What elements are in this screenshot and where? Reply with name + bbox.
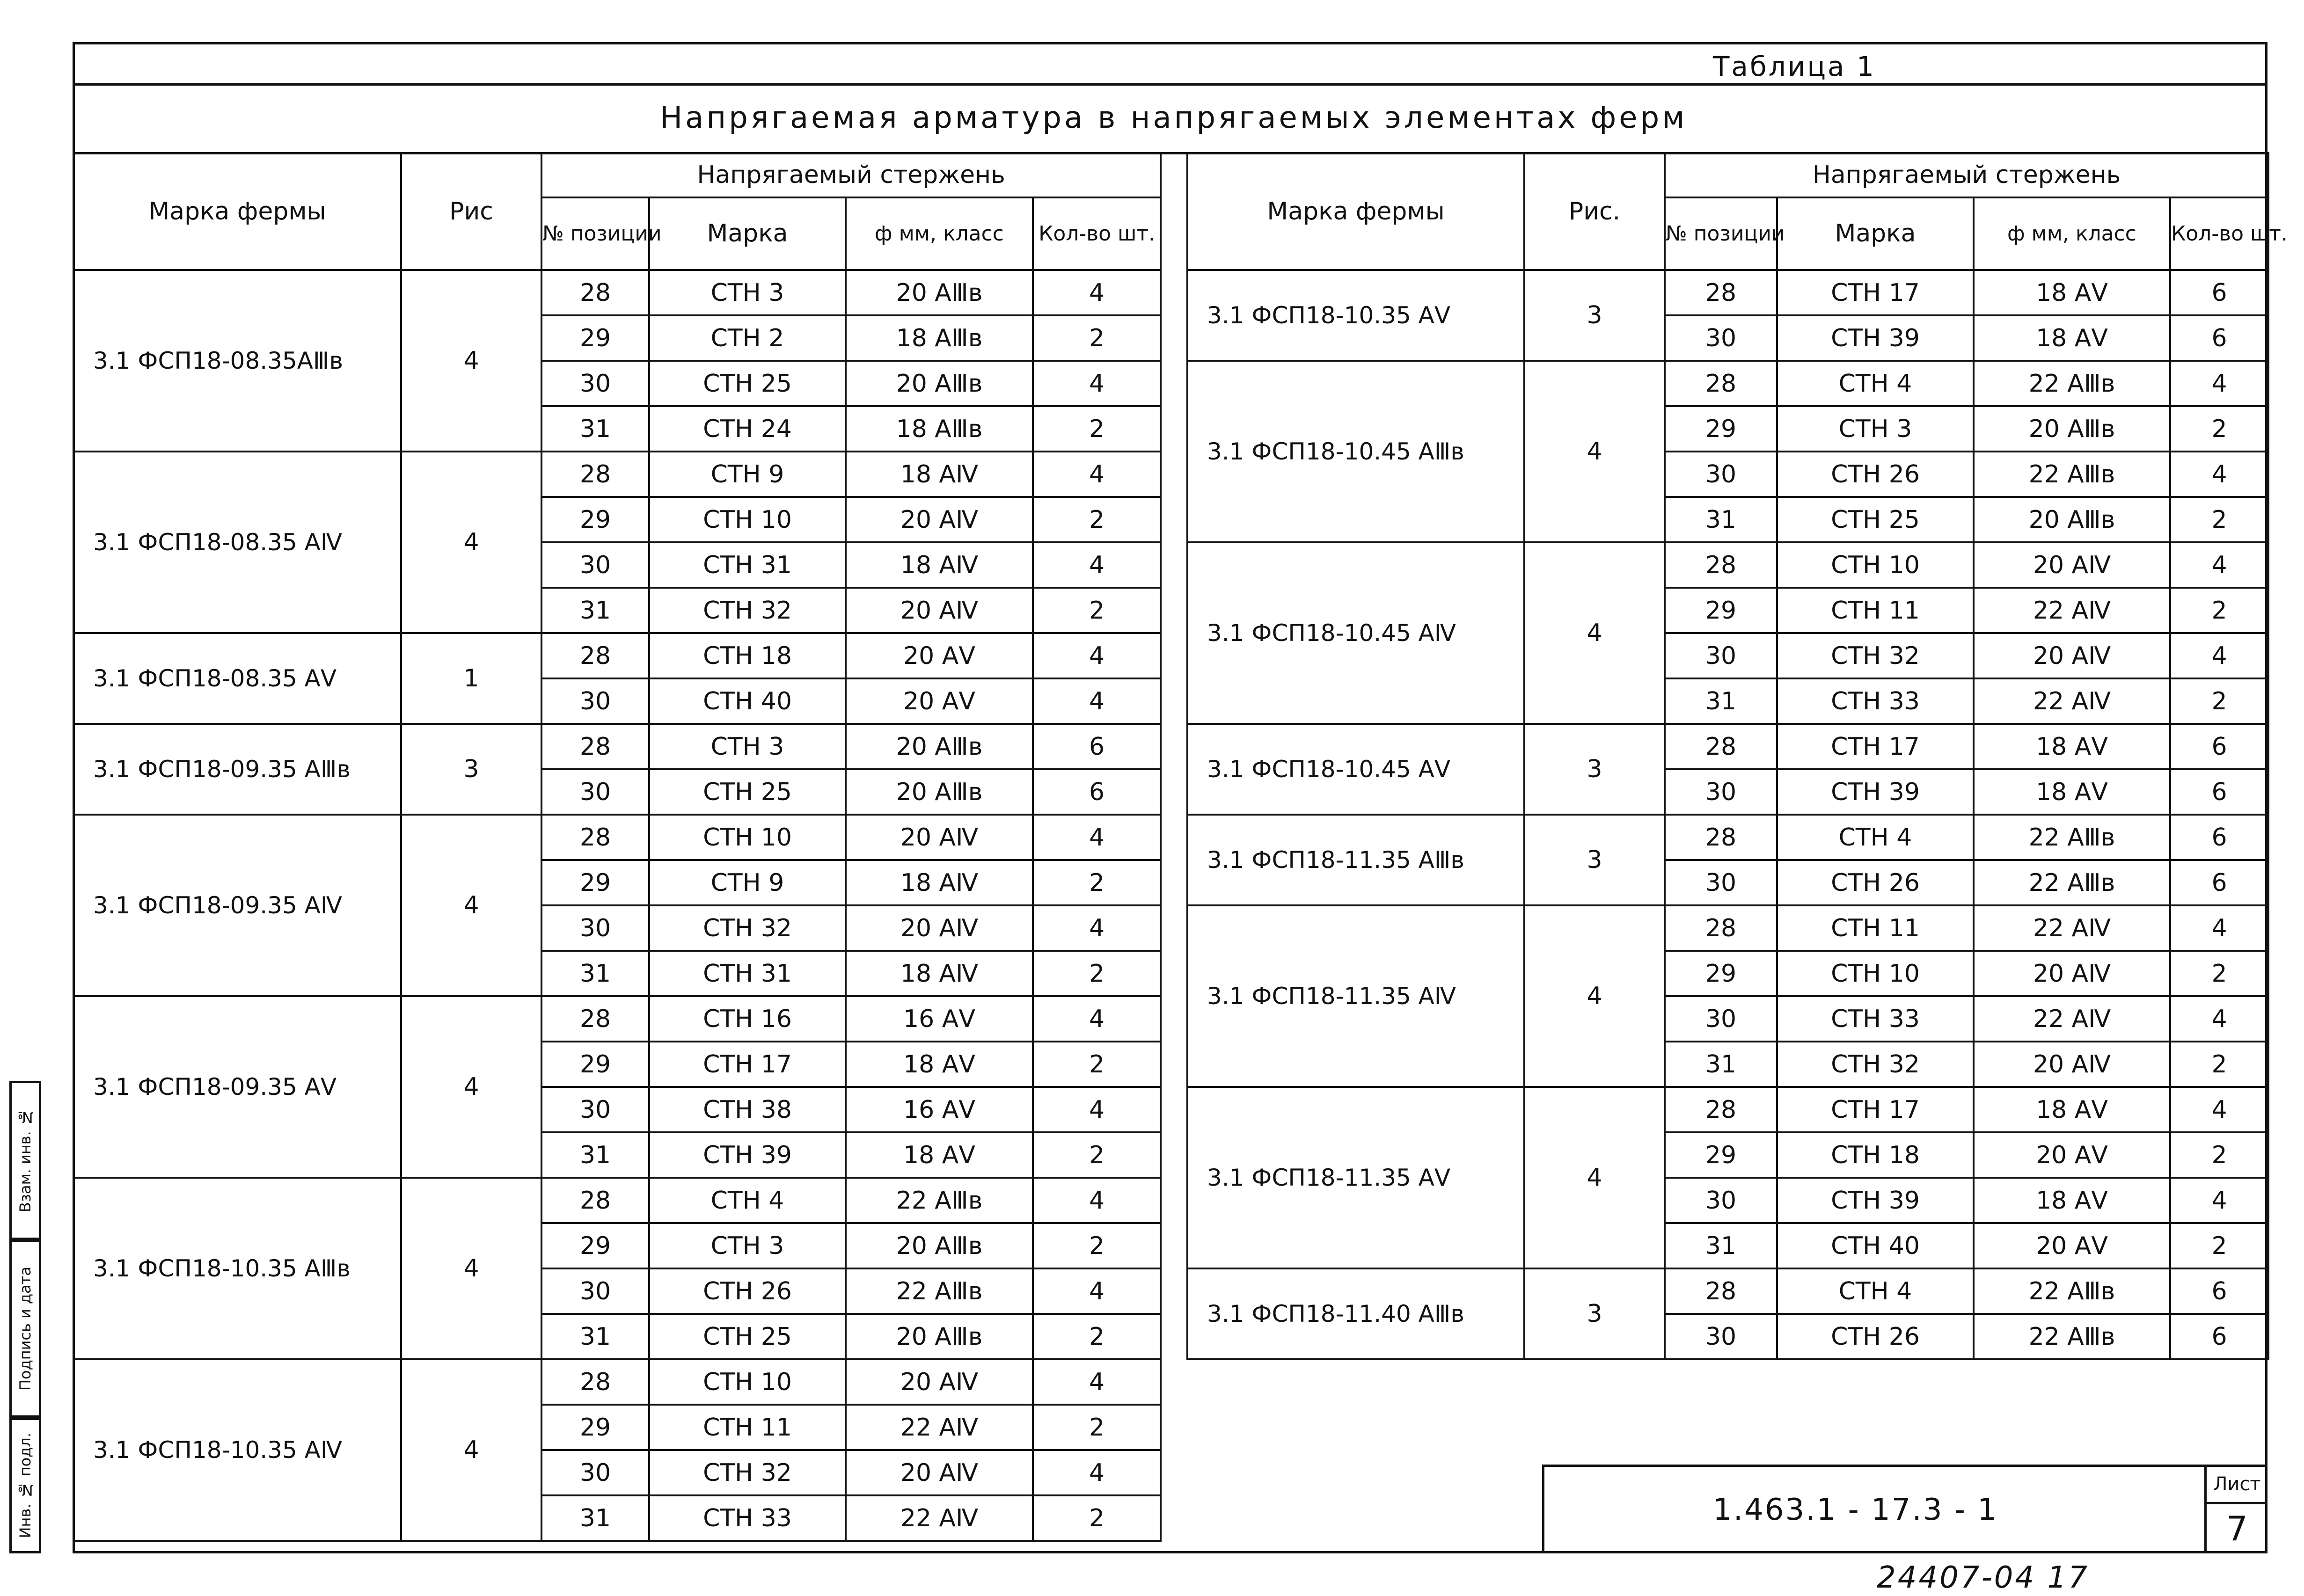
diameter-class-cell: 22 АⅢв	[1974, 361, 2170, 406]
truss-mark-cell: 3.1 ФСП18-09.35 АⅤ	[73, 996, 401, 1178]
position-cell: 30	[1665, 1178, 1777, 1223]
diameter-class-cell: 18 АⅣ	[846, 951, 1033, 996]
figure-cell: 3	[1524, 815, 1665, 905]
position-cell: 30	[541, 1087, 649, 1132]
count-cell: 4	[1033, 452, 1161, 497]
header-count-right: Кол-во шт.	[2170, 197, 2268, 270]
diameter-class-cell: 22 АⅢв	[846, 1178, 1033, 1223]
count-cell: 4	[1033, 633, 1161, 678]
count-cell: 2	[1033, 860, 1161, 905]
position-cell: 29	[541, 315, 649, 361]
diameter-class-cell: 22 АⅣ	[846, 1405, 1033, 1450]
position-cell: 28	[541, 1359, 649, 1405]
position-cell: 31	[541, 1314, 649, 1359]
diameter-class-cell: 22 АⅢв	[1974, 1268, 2170, 1314]
position-cell: 31	[541, 951, 649, 996]
figure-cell: 4	[1524, 542, 1665, 724]
rod-mark-cell: СТН 3	[649, 270, 846, 315]
diameter-class-cell: 20 АⅢв	[1974, 497, 2170, 542]
position-cell: 30	[541, 361, 649, 406]
truss-mark-cell: 3.1 ФСП18-09.35 АⅢв	[73, 724, 401, 815]
count-cell: 6	[2170, 860, 2268, 905]
figure-cell: 4	[1524, 361, 1665, 542]
count-cell: 2	[2170, 1132, 2268, 1178]
position-cell: 31	[541, 1132, 649, 1178]
position-cell: 28	[1665, 270, 1777, 315]
table-row	[73, 1178, 1161, 1223]
position-cell: 31	[541, 1495, 649, 1541]
diameter-class-cell: 20 АⅣ	[846, 1450, 1033, 1495]
rod-mark-cell: СТН 10	[1777, 542, 1974, 588]
truss-mark-cell: 3.1 ФСП18-10.35 АⅣ	[73, 1359, 401, 1541]
position-cell: 30	[1665, 315, 1777, 361]
position-cell: 28	[1665, 542, 1777, 588]
rod-mark-cell: СТН 26	[1777, 1314, 1974, 1359]
count-cell: 6	[2170, 724, 2268, 769]
count-cell: 6	[1033, 724, 1161, 769]
count-cell: 4	[2170, 1178, 2268, 1223]
diameter-class-cell: 20 АⅢв	[846, 1223, 1033, 1268]
archive-number: 24407-04 17	[1877, 1560, 2089, 1595]
position-cell: 31	[541, 406, 649, 452]
rod-mark-cell: СТН 40	[1777, 1223, 1974, 1268]
figure-cell: 1	[401, 633, 541, 724]
header-truss-mark-right: Марка фермы	[1187, 153, 1524, 270]
header-figure: Рис	[401, 153, 541, 270]
position-cell: 31	[1665, 1042, 1777, 1087]
diameter-class-cell: 18 АⅣ	[846, 542, 1033, 588]
diameter-class-cell: 22 АⅢв	[1974, 1314, 2170, 1359]
count-cell: 4	[2170, 633, 2268, 678]
rod-mark-cell: СТН 26	[1777, 860, 1974, 905]
rod-mark-cell: СТН 25	[649, 769, 846, 815]
rod-mark-cell: СТН 17	[1777, 270, 1974, 315]
count-cell: 2	[2170, 1223, 2268, 1268]
position-cell: 29	[541, 1405, 649, 1450]
diameter-class-cell: 20 АⅢв	[846, 270, 1033, 315]
truss-mark-cell: 3.1 ФСП18-08.35АⅢв	[73, 270, 401, 452]
table-row	[1187, 815, 2268, 860]
rod-mark-cell: СТН 24	[649, 406, 846, 452]
diameter-class-cell: 18 АⅤ	[1974, 724, 2170, 769]
diameter-class-cell: 18 АⅤ	[1974, 315, 2170, 361]
diameter-class-cell: 18 АⅤ	[846, 1042, 1033, 1087]
figure-cell: 4	[401, 452, 541, 633]
header-figure-right: Рис.	[1524, 153, 1665, 270]
side-field-inventory: Инв. № подл.	[9, 1418, 41, 1553]
diameter-class-cell: 18 АⅤ	[846, 1132, 1033, 1178]
table-row	[73, 996, 1161, 1042]
diameter-class-cell: 18 АⅤ	[1974, 769, 2170, 815]
diameter-class-cell: 22 АⅣ	[1974, 678, 2170, 724]
rod-mark-cell: СТН 3	[649, 1223, 846, 1268]
position-cell: 29	[541, 1223, 649, 1268]
rod-mark-cell: СТН 33	[1777, 996, 1974, 1042]
count-cell: 6	[2170, 815, 2268, 860]
rod-mark-cell: СТН 26	[649, 1268, 846, 1314]
diameter-class-cell: 16 АⅤ	[846, 1087, 1033, 1132]
count-cell: 2	[1033, 1314, 1161, 1359]
figure-cell: 3	[401, 724, 541, 815]
count-cell: 2	[2170, 588, 2268, 633]
count-cell: 6	[2170, 769, 2268, 815]
position-cell: 28	[1665, 905, 1777, 951]
truss-mark-cell: 3.1 ФСП18-11.35 АⅤ	[1187, 1087, 1524, 1268]
figure-cell: 4	[401, 1178, 541, 1359]
truss-mark-cell: 3.1 ФСП18-10.35 АⅤ	[1187, 270, 1524, 361]
figure-cell: 4	[1524, 905, 1665, 1087]
diameter-class-cell: 20 АⅢв	[846, 1314, 1033, 1359]
diameter-class-cell: 20 АⅣ	[846, 905, 1033, 951]
count-cell: 2	[2170, 678, 2268, 724]
header-diameter-class-right: ф мм, класс	[1974, 197, 2170, 270]
table-row	[1187, 542, 2268, 588]
position-cell: 28	[541, 452, 649, 497]
diameter-class-cell: 20 АⅣ	[1974, 542, 2170, 588]
position-cell: 28	[1665, 1268, 1777, 1314]
rod-mark-cell: СТН 33	[649, 1495, 846, 1541]
position-cell: 28	[541, 724, 649, 769]
rod-mark-cell: СТН 16	[649, 996, 846, 1042]
table-row	[73, 815, 1161, 860]
count-cell: 2	[2170, 406, 2268, 452]
count-cell: 2	[1033, 1223, 1161, 1268]
position-cell: 28	[1665, 361, 1777, 406]
table-row	[73, 724, 1161, 769]
diameter-class-cell: 22 АⅢв	[1974, 452, 2170, 497]
figure-cell: 4	[401, 996, 541, 1178]
count-cell: 4	[1033, 996, 1161, 1042]
rod-mark-cell: СТН 39	[1777, 769, 1974, 815]
count-cell: 4	[1033, 542, 1161, 588]
diameter-class-cell: 18 АⅤ	[1974, 1178, 2170, 1223]
diameter-class-cell: 20 АⅣ	[1974, 1042, 2170, 1087]
figure-cell: 3	[1524, 1268, 1665, 1359]
right-rebar-table	[1186, 152, 2288, 1360]
position-cell: 30	[1665, 769, 1777, 815]
header-rod-mark-right: Марка	[1777, 197, 1974, 270]
rod-mark-cell: СТН 11	[1777, 905, 1974, 951]
rod-mark-cell: СТН 31	[649, 951, 846, 996]
position-cell: 28	[1665, 724, 1777, 769]
rod-mark-cell: СТН 38	[649, 1087, 846, 1132]
header-count: Кол-во шт.	[1033, 197, 1161, 270]
position-cell: 28	[1665, 1087, 1777, 1132]
count-cell: 4	[1033, 905, 1161, 951]
count-cell: 2	[2170, 951, 2268, 996]
left-rebar-table	[73, 152, 1162, 1542]
position-cell: 30	[1665, 1314, 1777, 1359]
rod-mark-cell: СТН 11	[649, 1405, 846, 1450]
header-rod-group: Напрягаемый стержень	[541, 153, 1161, 197]
count-cell: 4	[2170, 996, 2268, 1042]
count-cell: 6	[1033, 769, 1161, 815]
position-cell: 29	[541, 497, 649, 542]
diameter-class-cell: 20 АⅢв	[846, 361, 1033, 406]
count-cell: 2	[1033, 1042, 1161, 1087]
count-cell: 4	[1033, 1450, 1161, 1495]
position-cell: 31	[1665, 678, 1777, 724]
position-cell: 31	[541, 588, 649, 633]
count-cell: 4	[1033, 361, 1161, 406]
count-cell: 2	[1033, 951, 1161, 996]
position-cell: 30	[541, 1268, 649, 1314]
count-cell: 6	[2170, 1314, 2268, 1359]
truss-mark-cell: 3.1 ФСП18-08.35 АⅣ	[73, 452, 401, 633]
header-truss-mark: Марка фермы	[73, 153, 401, 270]
diameter-class-cell: 22 АⅢв	[1974, 815, 2170, 860]
count-cell: 4	[2170, 1087, 2268, 1132]
figure-cell: 4	[1524, 1087, 1665, 1268]
table-row	[1187, 905, 2268, 951]
diameter-class-cell: 22 АⅣ	[1974, 905, 2170, 951]
diameter-class-cell: 18 АⅢв	[846, 406, 1033, 452]
count-cell: 6	[2170, 315, 2268, 361]
rod-mark-cell: СТН 10	[649, 815, 846, 860]
rod-mark-cell: СТН 17	[1777, 724, 1974, 769]
count-cell: 4	[2170, 905, 2268, 951]
diameter-class-cell: 20 АⅣ	[846, 815, 1033, 860]
header-position: № позиции	[541, 197, 649, 270]
table-row	[1187, 1087, 2268, 1132]
count-cell: 4	[1033, 270, 1161, 315]
count-cell: 2	[1033, 1132, 1161, 1178]
rod-mark-cell: СТН 39	[1777, 1178, 1974, 1223]
count-cell: 2	[1033, 588, 1161, 633]
sheet-number: 7	[2226, 1509, 2248, 1548]
diameter-class-cell: 16 АⅤ	[846, 996, 1033, 1042]
diameter-class-cell: 20 АⅤ	[846, 633, 1033, 678]
header-position-right: № позиции	[1665, 197, 1777, 270]
diameter-class-cell: 20 АⅤ	[1974, 1132, 2170, 1178]
rod-mark-cell: СТН 26	[1777, 452, 1974, 497]
count-cell: 4	[1033, 1268, 1161, 1314]
rod-mark-cell: СТН 4	[649, 1178, 846, 1223]
rod-mark-cell: СТН 18	[649, 633, 846, 678]
rod-mark-cell: СТН 3	[649, 724, 846, 769]
figure-cell: 4	[401, 1359, 541, 1541]
diameter-class-cell: 18 АⅣ	[846, 860, 1033, 905]
position-cell: 30	[1665, 860, 1777, 905]
rod-mark-cell: СТН 32	[649, 588, 846, 633]
header-rod-group-right: Напрягаемый стержень	[1665, 153, 2268, 197]
position-cell: 30	[541, 678, 649, 724]
rod-mark-cell: СТН 33	[1777, 678, 1974, 724]
position-cell: 30	[1665, 633, 1777, 678]
table-row	[73, 633, 1161, 678]
rod-mark-cell: СТН 9	[649, 860, 846, 905]
table-row	[1187, 1268, 2268, 1314]
rod-mark-cell: СТН 2	[649, 315, 846, 361]
rod-mark-cell: СТН 18	[1777, 1132, 1974, 1178]
truss-mark-cell: 3.1 ФСП18-09.35 АⅣ	[73, 815, 401, 996]
rod-mark-cell: СТН 4	[1777, 1268, 1974, 1314]
count-cell: 4	[1033, 815, 1161, 860]
table-row	[73, 270, 1161, 315]
rod-mark-cell: СТН 32	[1777, 1042, 1974, 1087]
position-cell: 29	[1665, 406, 1777, 452]
truss-mark-cell: 3.1 ФСП18-08.35 АⅤ	[73, 633, 401, 724]
rod-mark-cell: СТН 10	[649, 497, 846, 542]
rod-mark-cell: СТН 10	[1777, 951, 1974, 996]
rod-mark-cell: СТН 9	[649, 452, 846, 497]
count-cell: 4	[2170, 361, 2268, 406]
rod-mark-cell: СТН 39	[1777, 315, 1974, 361]
diameter-class-cell: 20 АⅣ	[1974, 633, 2170, 678]
rod-mark-cell: СТН 10	[649, 1359, 846, 1405]
side-field-signature: Подпись и дата	[9, 1240, 41, 1418]
position-cell: 29	[1665, 951, 1777, 996]
sheet-box	[2204, 1467, 2267, 1553]
rod-mark-cell: СТН 3	[1777, 406, 1974, 452]
diameter-class-cell: 20 АⅤ	[846, 678, 1033, 724]
diameter-class-cell: 18 АⅣ	[846, 452, 1033, 497]
count-cell: 2	[1033, 315, 1161, 361]
header-rod-mark: Марка	[649, 197, 846, 270]
diameter-class-cell: 20 АⅣ	[1974, 951, 2170, 996]
position-cell: 28	[1665, 815, 1777, 860]
rod-mark-cell: СТН 32	[649, 905, 846, 951]
position-cell: 28	[541, 996, 649, 1042]
truss-mark-cell: 3.1 ФСП18-10.45 АⅤ	[1187, 724, 1524, 815]
position-cell: 29	[1665, 588, 1777, 633]
position-cell: 28	[541, 270, 649, 315]
rod-mark-cell: СТН 25	[649, 1314, 846, 1359]
rod-mark-cell: СТН 4	[1777, 815, 1974, 860]
rod-mark-cell: СТН 25	[1777, 497, 1974, 542]
figure-cell: 4	[401, 270, 541, 452]
count-cell: 4	[1033, 1178, 1161, 1223]
title-block-stamp	[1542, 1465, 2267, 1553]
position-cell: 29	[541, 1042, 649, 1087]
count-cell: 4	[2170, 452, 2268, 497]
figure-cell: 4	[401, 815, 541, 996]
count-cell: 4	[1033, 1359, 1161, 1405]
diameter-class-cell: 20 АⅣ	[846, 588, 1033, 633]
diameter-class-cell: 18 АⅤ	[1974, 1087, 2170, 1132]
diameter-class-cell: 20 АⅢв	[1974, 406, 2170, 452]
position-cell: 28	[541, 633, 649, 678]
diameter-class-cell: 20 АⅣ	[846, 1359, 1033, 1405]
position-cell: 30	[1665, 996, 1777, 1042]
diameter-class-cell: 22 АⅢв	[846, 1268, 1033, 1314]
truss-mark-cell: 3.1 ФСП18-11.35 АⅢв	[1187, 815, 1524, 905]
header-diameter-class: ф мм, класс	[846, 197, 1033, 270]
diameter-class-cell: 20 АⅢв	[846, 724, 1033, 769]
count-cell: 4	[2170, 542, 2268, 588]
side-field-replaces: Взам. инв. №	[9, 1081, 41, 1240]
rod-mark-cell: СТН 4	[1777, 361, 1974, 406]
truss-mark-cell: 3.1 ФСП18-11.35 АⅣ	[1187, 905, 1524, 1087]
count-cell: 2	[1033, 1405, 1161, 1450]
sheet-label: Лист	[2207, 1467, 2267, 1504]
page-title: Напрягаемая арматура в напрягаемых элементах ферм	[660, 101, 1688, 135]
diameter-class-cell: 20 АⅢв	[846, 769, 1033, 815]
rod-mark-cell: СТН 31	[649, 542, 846, 588]
position-cell: 28	[541, 1178, 649, 1223]
position-cell: 30	[541, 905, 649, 951]
position-cell: 30	[1665, 452, 1777, 497]
rod-mark-cell: СТН 17	[649, 1042, 846, 1087]
table-row	[73, 452, 1161, 497]
figure-cell: 3	[1524, 724, 1665, 815]
position-cell: 30	[541, 542, 649, 588]
count-cell: 4	[1033, 1087, 1161, 1132]
table-label: Таблица 1	[1713, 51, 1876, 82]
count-cell: 6	[2170, 270, 2268, 315]
rod-mark-cell: СТН 17	[1777, 1087, 1974, 1132]
truss-mark-cell: 3.1 ФСП18-10.45 АⅢв	[1187, 361, 1524, 542]
count-cell: 2	[2170, 1042, 2268, 1087]
table-row	[1187, 361, 2268, 406]
diameter-class-cell: 18 АⅤ	[1974, 270, 2170, 315]
rod-mark-cell: СТН 40	[649, 678, 846, 724]
diameter-class-cell: 20 АⅤ	[1974, 1223, 2170, 1268]
title-divider	[73, 83, 2267, 86]
diameter-class-cell: 18 АⅢв	[846, 315, 1033, 361]
count-cell: 2	[1033, 497, 1161, 542]
count-cell: 2	[1033, 406, 1161, 452]
table-row	[73, 1359, 1161, 1405]
rod-mark-cell: СТН 39	[649, 1132, 846, 1178]
count-cell: 2	[2170, 497, 2268, 542]
count-cell: 4	[1033, 678, 1161, 724]
position-cell: 31	[1665, 497, 1777, 542]
table-row	[1187, 724, 2268, 769]
table-row	[1187, 270, 2268, 315]
position-cell: 30	[541, 769, 649, 815]
document-code: 1.463.1 - 17.3 - 1	[1713, 1493, 1998, 1527]
rod-mark-cell: СТН 25	[649, 361, 846, 406]
diameter-class-cell: 20 АⅣ	[846, 497, 1033, 542]
rod-mark-cell: СТН 11	[1777, 588, 1974, 633]
truss-mark-cell: 3.1 ФСП18-11.40 АⅢв	[1187, 1268, 1524, 1359]
truss-mark-cell: 3.1 ФСП18-10.35 АⅢв	[73, 1178, 401, 1359]
figure-cell: 3	[1524, 270, 1665, 361]
position-cell: 29	[541, 860, 649, 905]
position-cell: 31	[1665, 1223, 1777, 1268]
count-cell: 2	[1033, 1495, 1161, 1541]
diameter-class-cell: 22 АⅣ	[1974, 996, 2170, 1042]
position-cell: 28	[541, 815, 649, 860]
truss-mark-cell: 3.1 ФСП18-10.45 АⅣ	[1187, 542, 1524, 724]
diameter-class-cell: 22 АⅣ	[1974, 588, 2170, 633]
rod-mark-cell: СТН 32	[649, 1450, 846, 1495]
count-cell: 6	[2170, 1268, 2268, 1314]
rod-mark-cell: СТН 32	[1777, 633, 1974, 678]
diameter-class-cell: 22 АⅢв	[1974, 860, 2170, 905]
position-cell: 30	[541, 1450, 649, 1495]
position-cell: 29	[1665, 1132, 1777, 1178]
diameter-class-cell: 22 АⅣ	[846, 1495, 1033, 1541]
